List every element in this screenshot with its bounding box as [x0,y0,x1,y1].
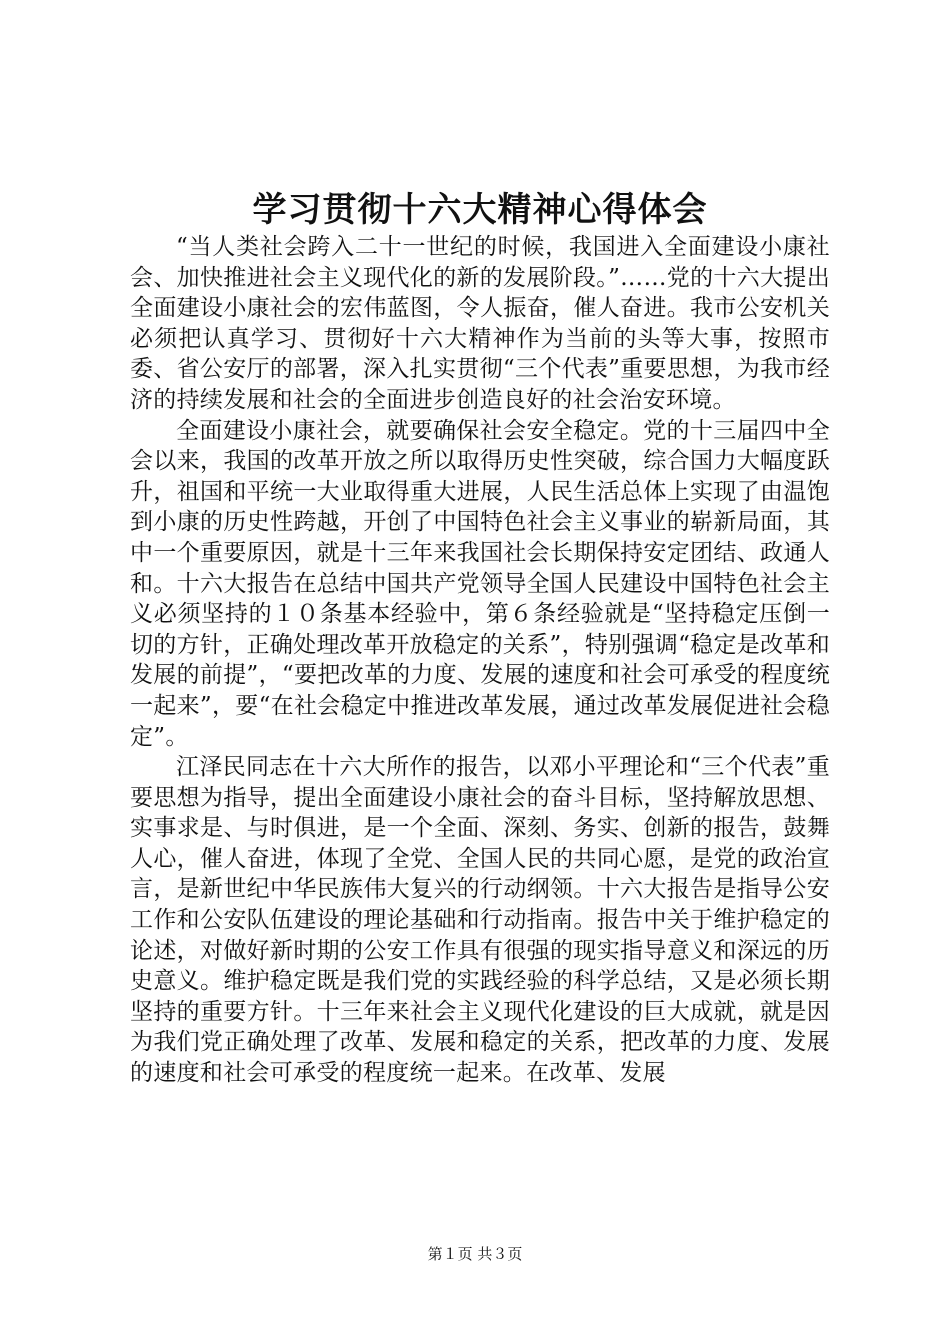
paragraph-3: 江泽民同志在十六大所作的报告，以邓小平理论和“三个代表”重要思想为指导，提出全面建设小康社会的奋斗目标，坚持解放思想、实事求是、与时俱进，是一个全面、深刻、务实、创新的报告，鼓舞人心，催人奋进，体现了全党、全国人民的共同心愿，是党的政治宣言，是新世纪中华民族伟大复兴的行动纲领。十六大报告是指导公安工作和公安队伍建设的理论基础和行动指南。报告中关于维护稳定的论述，对做好新时期的公安工作具有很强的现实指导意义和深远的历史意义。维护稳定既是我们党的实践经验的科学总结，又是必须长期坚持的重要方针。十三年来社会主义现代化建设的巨大成就，就是因为我们党正确处理了改革、发展和稳定的关系，把改革的力度、发展的速度和社会可承受的程度统一起来。在改革、发展 [130,754,830,1087]
document-body [130,232,830,1089]
document-title: 学习贯彻十六大精神心得体会 [252,190,708,230]
paragraph-2: 全面建设小康社会，就要确保社会安全稳定。党的十三届四中全会以来，我国的改革开放之所以取得历史性突破，综合国力大幅度跃升，祖国和平统一大业取得重大进展，人民生活总体上实现了由温饱到小康的历史性跨越，开创了中国特色社会主义事业的崭新局面，其中一个重要原因，就是十三年来我国社会长期保持安定团结、政通人和。十六大报告在总结中国共产党领导全国人民建设中国特色社会主义必须坚持的１０条基本经验中，第６条经验就是“坚持稳定压倒一切的方针，正确处理改革开放稳定的关系”，特别强调“稳定是改革和发展的前提”，“要把改革的力度、发展的速度和社会可承受的程度统一起来”，要“在社会稳定中推进改革发展，通过改革发展促进社会稳定”。 [130,417,830,750]
page-number-footer: 第１页 共３页 [427,1245,523,1263]
paragraph-1: “当人类社会跨入二十一世纪的时候，我国进入全面建设小康社会、加快推进社会主义现代化的新的发展阶段。”……党的十六大提出全面建设小康社会的宏伟蓝图，令人振奋，催人奋进。我市公安机关必须把认真学习、贯彻好十六大精神作为当前的头等大事，按照市委、省公安厅的部署，深入扎实贯彻“三个代表”重要思想，为我市经济的持续发展和社会的全面进步创造良好的社会治安环境。 [130,234,830,413]
